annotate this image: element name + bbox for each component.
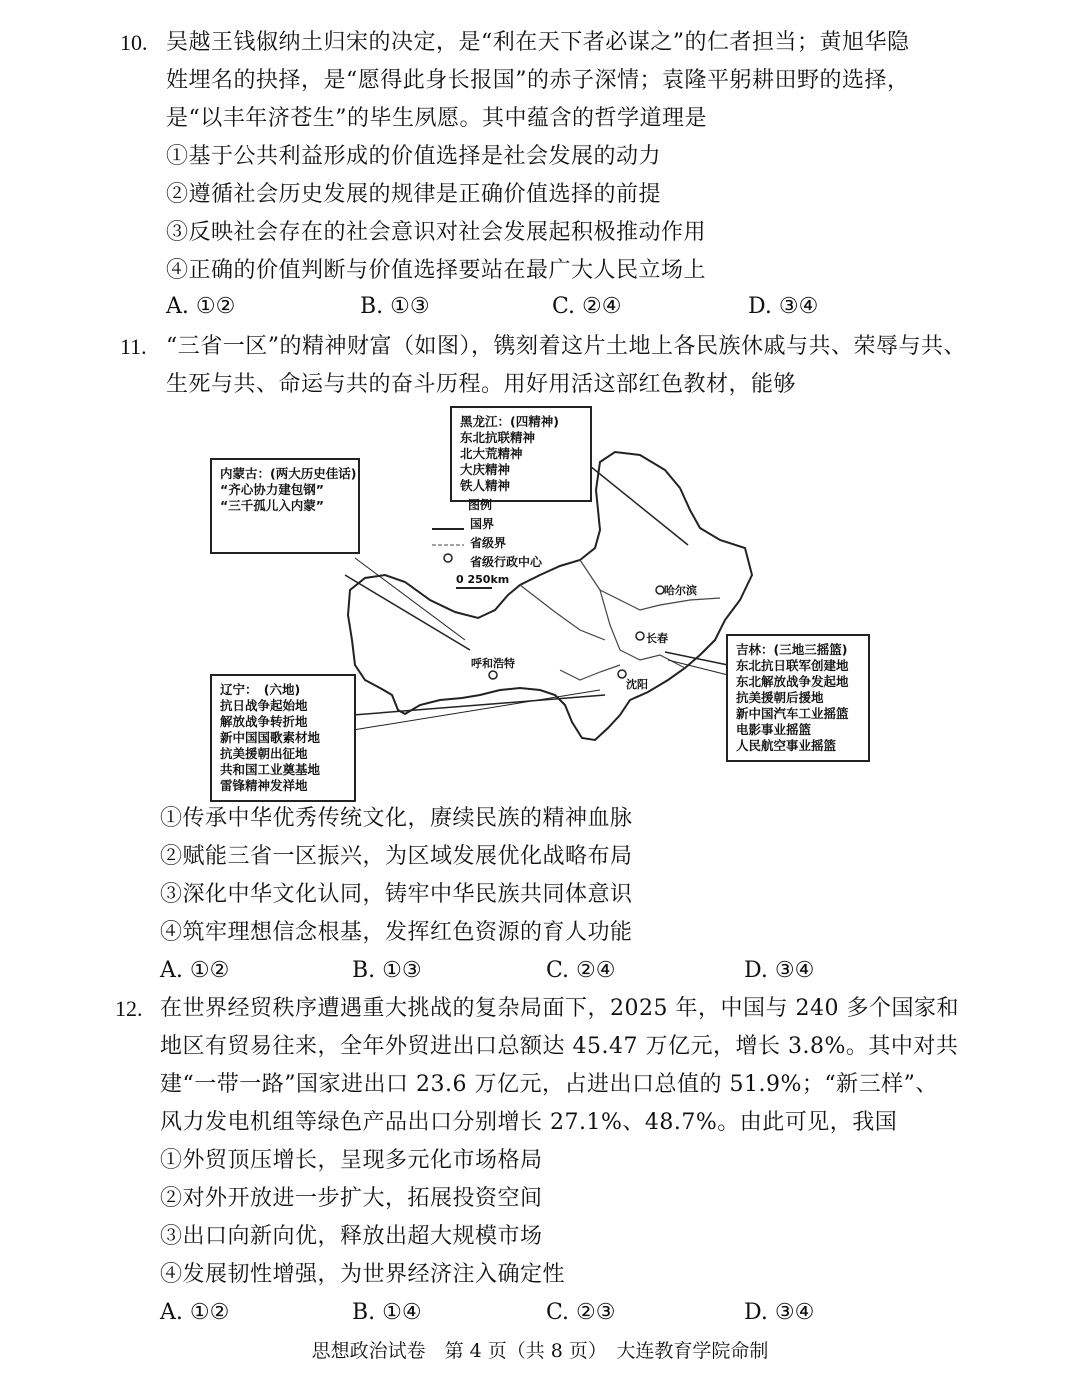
question-text-line: 姓埋名的抉择，是“愿得此身长报国”的赤子深情；袁隆平躬耕田野的选择，: [166, 68, 910, 93]
leader-line: [345, 575, 470, 650]
statement-1: ①传承中华优秀传统文化，赓续民族的精神血脉: [160, 806, 633, 831]
option-a[interactable]: A. ①②: [160, 958, 230, 983]
box-item: 大庆精神: [460, 462, 511, 477]
province-border: [520, 585, 605, 640]
box-item: 抗美援朝后援地: [736, 690, 824, 705]
option-b[interactable]: B. ①③: [360, 294, 430, 319]
box-item: 新中国国歌素材地: [220, 730, 321, 745]
city-marker-harbin: [656, 586, 664, 594]
box-item: “三千孤儿入内蒙”: [220, 498, 324, 513]
question-text-line: 是“以丰年济苍生”的毕生夙愿。其中蕴含的哲学道理是: [166, 106, 707, 131]
box-item: 北大荒精神: [460, 446, 523, 461]
question-text-line: “三省一区”的精神财富（如图），镌刻着这片土地上各民族休戚与共、荣辱与共、: [166, 334, 966, 359]
option-d[interactable]: D. ③④: [748, 294, 819, 319]
box-title: 吉林：(三地三摇篮): [736, 642, 848, 657]
option-a[interactable]: A. ①②: [160, 1300, 230, 1325]
box-item: 共和国工业奠基地: [220, 762, 321, 777]
option-d[interactable]: D. ③④: [744, 958, 815, 983]
city-label-harbin: 哈尔滨: [664, 584, 697, 597]
box-item: 新中国汽车工业摇篮: [736, 706, 849, 721]
province-border: [580, 560, 720, 610]
question-text-line: 建“一带一路”国家进出口 23.6 万亿元，占进出口总值的 51.9%；“新三样”、: [160, 1072, 938, 1097]
statement-3: ③反映社会存在的社会意识对社会发展起积极推动作用: [166, 220, 707, 245]
question-text-line: 在世界经贸秩序遭遇重大挑战的复杂局面下，2025 年，中国与 240 多个国家和: [160, 996, 959, 1021]
city-label-changchun: 长春: [646, 632, 668, 645]
box-item: 人民航空事业摇篮: [736, 738, 837, 753]
box-item: 东北抗联精神: [460, 430, 536, 445]
box-item: 抗美援朝出征地: [220, 746, 308, 761]
city-label-shenyang: 沈阳: [626, 678, 648, 691]
city-marker-shenyang: [618, 670, 626, 678]
box-item: 解放战争转折地: [220, 714, 308, 729]
question-text-line: 生死与共、命运与共的奋斗历程。用好用活这部红色教材，能够: [166, 372, 797, 397]
option-a[interactable]: A. ①②: [166, 294, 236, 319]
scale-label: 0 250km: [456, 573, 510, 586]
page-footer: 思想政治试卷 第 4 页（共 8 页） 大连教育学院命制: [311, 1340, 769, 1362]
statement-1: ①外贸顶压增长，呈现多元化市场格局: [160, 1148, 543, 1173]
statement-4: ④正确的价值判断与价值选择要站在最广大人民立场上: [166, 258, 707, 283]
statement-1: ①基于公共利益形成的价值选择是社会发展的动力: [166, 144, 662, 169]
province-border: [600, 590, 685, 668]
box-item: 雷锋精神发祥地: [220, 778, 308, 793]
map-legend: [468, 496, 542, 572]
statement-4: ④发展韧性增强，为世界经济注入确定性: [160, 1262, 566, 1287]
neimenggu-box: [210, 458, 360, 554]
city-marker-hohhot: [489, 671, 497, 679]
option-b[interactable]: B. ①③: [352, 958, 422, 983]
legend-capital-symbol: [444, 554, 452, 562]
legend-title: 图例: [468, 498, 493, 512]
liaoning-box: [210, 674, 356, 802]
question-text-line: 地区有贸易往来，全年外贸进出口总额达 45.47 万亿元，增长 3.8%。其中对共: [160, 1034, 959, 1059]
city-marker-changchun: [636, 632, 644, 640]
statement-3: ③出口向新向优，释放出超大规模市场: [160, 1224, 543, 1249]
option-c[interactable]: C. ②④: [546, 958, 616, 983]
option-c[interactable]: C. ②④: [552, 294, 622, 319]
leader-line: [355, 558, 465, 640]
box-title: 黑龙江：(四精神): [460, 414, 559, 429]
question-number: 11.: [120, 334, 147, 359]
statement-3: ③深化中华文化认同，铸牢中华民族共同体意识: [160, 882, 633, 907]
question-text-line: 吴越王钱俶纳土归宋的决定，是“利在天下者必谋之”的仁者担当；黄旭华隐: [166, 30, 910, 55]
box-item: 抗日战争起始地: [220, 698, 308, 713]
statement-2: ②赋能三省一区振兴，为区域发展优化战略布局: [160, 844, 633, 869]
statement-2: ②遵循社会历史发展的规律是正确价值选择的前提: [166, 182, 662, 207]
leader-line: [585, 462, 688, 545]
question-text-line: 风力发电机组等绿色产品出口分别增长 27.1%、48.7%。由此可见，我国: [160, 1110, 898, 1135]
option-b[interactable]: B. ①④: [352, 1300, 422, 1325]
box-item: 东北抗日联军创建地: [736, 658, 849, 673]
city-label-hohhot: 呼和浩特: [471, 657, 515, 670]
question-number: 12.: [115, 996, 143, 1021]
box-item: 电影事业摇篮: [736, 722, 812, 737]
box-item: 东北解放战争发起地: [736, 674, 849, 689]
box-item: “齐心协力建包钢”: [220, 482, 324, 497]
box-title: 内蒙古：(两大历史佳话): [220, 466, 357, 481]
legend-item-capital: 省级行政中心: [470, 555, 543, 569]
box-title: 辽宁： (六地): [220, 682, 301, 697]
province-border: [560, 665, 620, 680]
legend-item-province: 省级界: [470, 536, 507, 550]
legend-item-border: 国界: [470, 517, 495, 531]
jilin-box: [726, 634, 870, 762]
question-number: 10.: [120, 30, 148, 55]
heilongjiang-box: [450, 406, 592, 502]
statement-2: ②对外开放进一步扩大，拓展投资空间: [160, 1186, 543, 1211]
option-d[interactable]: D. ③④: [744, 1300, 815, 1325]
box-item: 铁人精神: [460, 478, 511, 493]
option-c[interactable]: C. ②③: [546, 1300, 616, 1325]
statement-4: ④筑牢理想信念根基，发挥红色资源的育人功能: [160, 920, 633, 945]
